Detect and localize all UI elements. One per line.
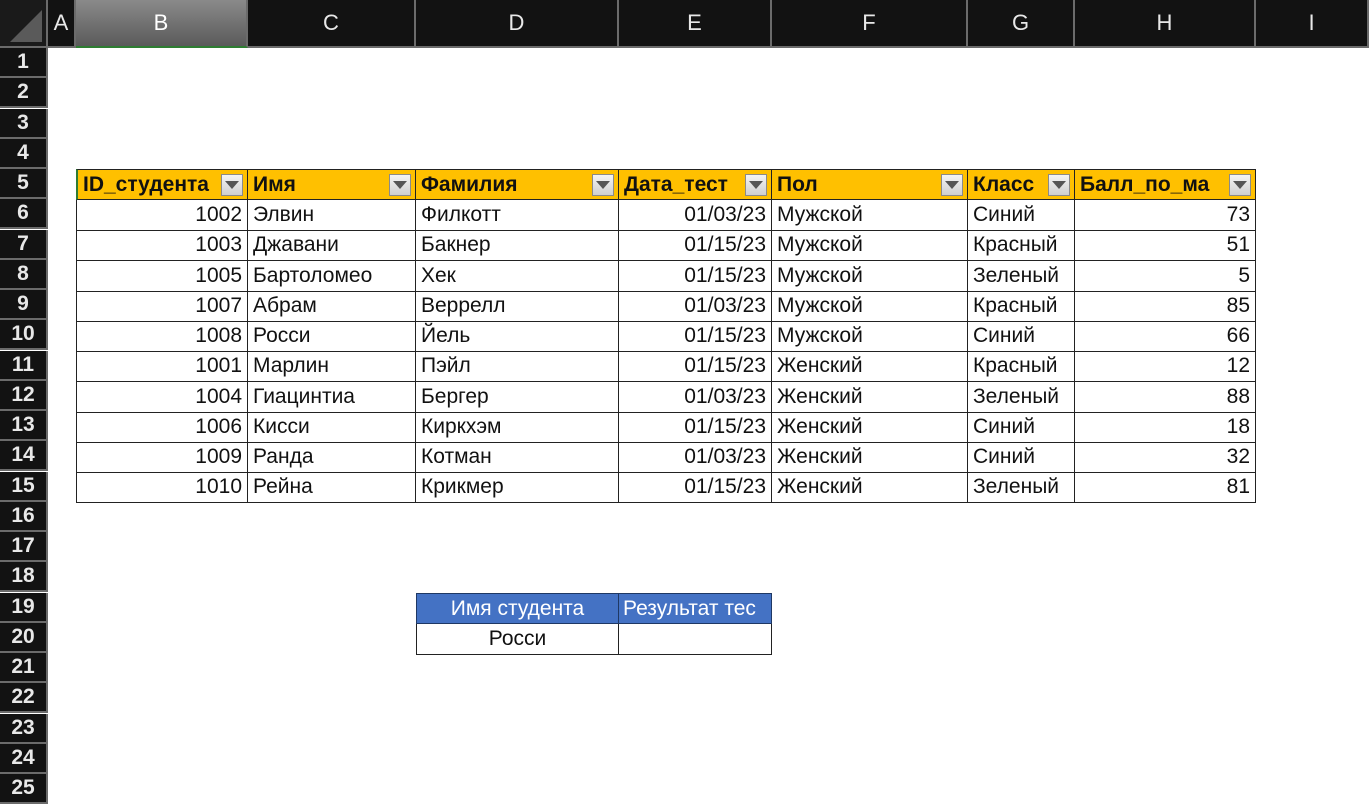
table-cell[interactable]: Бакнер [416, 230, 619, 261]
table-cell[interactable]: Хек [416, 261, 619, 292]
table-cell[interactable]: Йель [416, 321, 619, 352]
table-header-label: Фамилия [421, 172, 518, 196]
table-header-cell[interactable] [76, 169, 248, 200]
table-cell[interactable]: Бергер [416, 382, 619, 413]
filter-dropdown-icon[interactable] [1229, 174, 1251, 196]
filter-dropdown-icon[interactable] [221, 174, 243, 196]
row-header-10[interactable]: 10 [0, 320, 48, 350]
table-header-label: Балл_по_ма [1080, 172, 1210, 196]
row-header-15[interactable]: 15 [0, 472, 48, 502]
table-cell[interactable]: 1010 [76, 472, 248, 503]
row-header-21[interactable]: 21 [0, 653, 48, 683]
table-cell[interactable]: 01/15/23 [619, 472, 772, 503]
table-cell[interactable]: Женский [772, 442, 968, 473]
row-header-24[interactable]: 24 [0, 744, 48, 774]
table-cell[interactable]: 85 [1075, 291, 1256, 322]
table-cell[interactable]: 01/15/23 [619, 230, 772, 261]
table-cell[interactable]: Пэйл [416, 351, 619, 382]
table-cell[interactable]: Котман [416, 442, 619, 473]
table-header-cell[interactable] [968, 169, 1075, 200]
lookup-header-cell[interactable]: Имя студента [416, 593, 619, 624]
table-cell[interactable]: 01/03/23 [619, 291, 772, 322]
table-cell[interactable]: 1006 [76, 412, 248, 443]
table-cell[interactable]: 18 [1075, 412, 1256, 443]
table-cell[interactable]: 51 [1075, 230, 1256, 261]
table-cell[interactable]: Гиацинтиа [248, 382, 416, 413]
select-all-corner[interactable] [0, 0, 48, 48]
table-header-label: Имя [253, 172, 296, 196]
table-cell[interactable]: Мужской [772, 261, 968, 292]
row-header-5[interactable]: 5 [0, 169, 48, 199]
table-cell[interactable]: Красный [968, 230, 1075, 261]
table-cell[interactable]: 12 [1075, 351, 1256, 382]
table-cell[interactable]: Абрам [248, 291, 416, 322]
row-header-20[interactable]: 20 [0, 623, 48, 653]
row-header-22[interactable]: 22 [0, 683, 48, 713]
column-header-e[interactable]: E [619, 0, 772, 48]
column-header-a[interactable]: A [48, 0, 76, 48]
table-header-cell[interactable] [248, 169, 416, 200]
table-cell[interactable]: 01/15/23 [619, 351, 772, 382]
table-cell[interactable]: Филкотт [416, 200, 619, 231]
row-header-17[interactable]: 17 [0, 532, 48, 562]
table-cell[interactable]: 01/03/23 [619, 442, 772, 473]
table-cell[interactable]: 81 [1075, 472, 1256, 503]
table-cell[interactable]: 1009 [76, 442, 248, 473]
table-cell[interactable]: Джавани [248, 230, 416, 261]
table-cell[interactable]: 1003 [76, 230, 248, 261]
table-cell[interactable]: 1002 [76, 200, 248, 231]
table-header-cell[interactable] [416, 169, 619, 200]
table-cell[interactable]: 1008 [76, 321, 248, 352]
lookup-name-input[interactable]: Росси [416, 624, 619, 655]
column-header-i[interactable]: I [1256, 0, 1369, 48]
table-cell[interactable]: Зеленый [968, 472, 1075, 503]
table-header-cell[interactable] [1075, 169, 1256, 200]
filter-dropdown-icon[interactable] [745, 174, 767, 196]
table-cell[interactable]: 1004 [76, 382, 248, 413]
row-header-2[interactable]: 2 [0, 78, 48, 108]
table-cell[interactable]: Синий [968, 442, 1075, 473]
table-header-cell[interactable] [772, 169, 968, 200]
column-header-b[interactable]: B [76, 0, 248, 48]
row-header-25[interactable]: 25 [0, 774, 48, 804]
column-header-f[interactable]: F [772, 0, 968, 48]
table-cell[interactable]: Красный [968, 351, 1075, 382]
table-cell[interactable]: Рейна [248, 472, 416, 503]
column-header-h[interactable]: H [1075, 0, 1256, 48]
table-cell[interactable]: 66 [1075, 321, 1256, 352]
table-cell[interactable]: Мужской [772, 200, 968, 231]
lookup-header-cell[interactable]: Результат тес [619, 593, 772, 624]
row-header-13[interactable]: 13 [0, 411, 48, 441]
table-cell[interactable]: Мужской [772, 321, 968, 352]
filter-dropdown-icon[interactable] [941, 174, 963, 196]
table-cell[interactable]: 88 [1075, 382, 1256, 413]
table-cell[interactable]: 01/15/23 [619, 261, 772, 292]
filter-dropdown-icon[interactable] [389, 174, 411, 196]
table-cell[interactable]: 01/15/23 [619, 412, 772, 443]
lookup-result-cell[interactable] [619, 624, 772, 655]
row-header-12[interactable]: 12 [0, 381, 48, 411]
table-header-label: Класс [973, 172, 1035, 196]
row-header-9[interactable]: 9 [0, 290, 48, 320]
table-cell[interactable]: 1007 [76, 291, 248, 322]
table-cell[interactable]: Ранда [248, 442, 416, 473]
table-cell[interactable]: Зеленый [968, 261, 1075, 292]
table-cell[interactable]: Женский [772, 472, 968, 503]
table-cell[interactable]: Женский [772, 412, 968, 443]
table-cell[interactable]: Росси [248, 321, 416, 352]
table-cell[interactable]: Крикмер [416, 472, 619, 503]
table-header-label: Дата_тест [624, 172, 728, 196]
row-header-11[interactable]: 11 [0, 351, 48, 381]
table-header-label: ID_студента [83, 172, 209, 196]
table-cell[interactable]: Красный [968, 291, 1075, 322]
table-cell[interactable]: 1001 [76, 351, 248, 382]
table-cell[interactable]: Марлин [248, 351, 416, 382]
table-cell[interactable]: 1005 [76, 261, 248, 292]
column-header-c[interactable]: C [248, 0, 416, 48]
table-cell[interactable]: Веррелл [416, 291, 619, 322]
table-cell[interactable]: Элвин [248, 200, 416, 231]
row-header-23[interactable]: 23 [0, 714, 48, 744]
row-header-19[interactable]: 19 [0, 593, 48, 623]
column-header-g[interactable]: G [968, 0, 1075, 48]
row-header-14[interactable]: 14 [0, 441, 48, 471]
table-cell[interactable]: 01/03/23 [619, 382, 772, 413]
table-cell[interactable]: Мужской [772, 230, 968, 261]
table-cell[interactable]: 01/15/23 [619, 321, 772, 352]
table-cell[interactable]: 5 [1075, 261, 1256, 292]
table-cell[interactable]: 01/03/23 [619, 200, 772, 231]
table-cell[interactable]: 32 [1075, 442, 1256, 473]
table-header-cell[interactable] [619, 169, 772, 200]
table-cell[interactable]: Зеленый [968, 382, 1075, 413]
table-cell[interactable]: Синий [968, 321, 1075, 352]
row-header-16[interactable]: 16 [0, 502, 48, 532]
row-header-3[interactable]: 3 [0, 109, 48, 139]
row-header-1[interactable]: 1 [0, 48, 48, 78]
table-cell[interactable]: 73 [1075, 200, 1256, 231]
table-cell[interactable]: Киркхэм [416, 412, 619, 443]
column-header-d[interactable]: D [416, 0, 619, 48]
table-cell[interactable]: Синий [968, 412, 1075, 443]
filter-dropdown-icon[interactable] [592, 174, 614, 196]
table-header-label: Пол [777, 172, 818, 196]
row-header-4[interactable]: 4 [0, 139, 48, 169]
row-header-8[interactable]: 8 [0, 260, 48, 290]
table-cell[interactable]: Мужской [772, 291, 968, 322]
row-header-7[interactable]: 7 [0, 230, 48, 260]
row-header-18[interactable]: 18 [0, 562, 48, 592]
table-cell[interactable]: Бартоломео [248, 261, 416, 292]
table-cell[interactable]: Синий [968, 200, 1075, 231]
table-cell[interactable]: Кисси [248, 412, 416, 443]
table-cell[interactable]: Женский [772, 351, 968, 382]
table-cell[interactable]: Женский [772, 382, 968, 413]
row-header-6[interactable]: 6 [0, 199, 48, 229]
filter-dropdown-icon[interactable] [1048, 174, 1070, 196]
